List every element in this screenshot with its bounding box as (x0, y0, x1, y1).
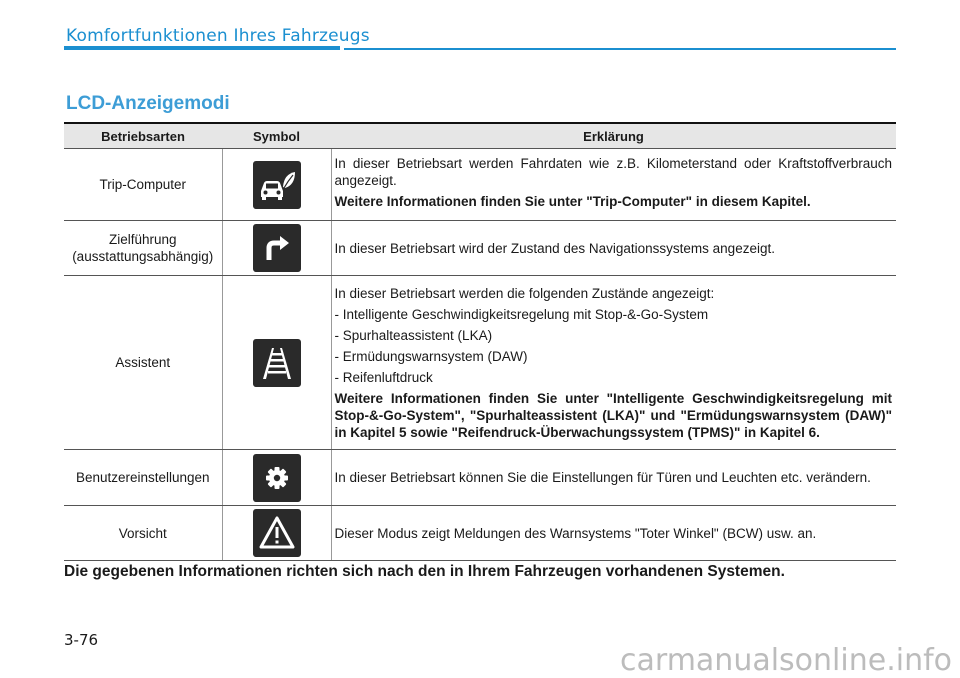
mode-name: Vorsicht (64, 506, 222, 561)
section-title: LCD-Anzeigemodi (66, 93, 230, 114)
list-item: - Spurhalteassistent (LKA) (334, 327, 493, 343)
chapter-rule-thick (64, 46, 340, 50)
explanation-text: In dieser Betriebsart wird der Zustand des Navigationssystems angezeigt. (334, 240, 775, 256)
symbol-cell (222, 149, 331, 221)
display-modes-table (64, 122, 896, 561)
footnote: Die gegebenen Informationen richten sich nach den in Ihrem Fahrzeugen vorhandenen Systemen. (64, 563, 785, 580)
page-number: 3-76 (64, 631, 99, 649)
chapter-title: Komfortfunktionen Ihres Fahrzeugs (66, 26, 370, 46)
list-item: - Reifenluftdruck (334, 369, 433, 385)
explanation-text: In dieser Betriebsart können Sie die Einstellungen für Türen und Leuchten etc. verändern. (334, 470, 871, 485)
table-row (64, 149, 896, 221)
table-row (64, 506, 896, 561)
table-row (64, 450, 896, 506)
symbol-cell (222, 506, 331, 561)
column-header-symbol: Symbol (222, 123, 331, 149)
mode-name (64, 221, 222, 276)
mode-name: Assistent (64, 276, 222, 450)
symbol-cell (222, 276, 331, 450)
chapter-rule-thin (344, 48, 896, 50)
table-row (64, 276, 896, 450)
column-header-mode: Betriebsarten (64, 123, 222, 149)
list-item: - Ermüdungswarnsystem (DAW) (334, 348, 528, 364)
mode-name-qualifier: (ausstattungsabhängig) (72, 249, 214, 264)
list-item: - Intelligente Geschwindigkeitsregelung mit Stop-&-Go-System (334, 306, 709, 322)
gear-icon (253, 454, 301, 502)
mode-name: Benutzereinstellungen (64, 450, 222, 506)
explanation-cell (331, 149, 896, 221)
turn-arrow-icon (253, 224, 301, 272)
warning-triangle-icon (253, 509, 301, 557)
explanation-cell (331, 276, 896, 450)
lane-assist-icon (253, 339, 301, 387)
symbol-cell (222, 450, 331, 506)
table-header-row (64, 123, 896, 149)
reference-note: Weitere Informationen finden Sie unter "Trip-Computer" in diesem Kapitel. (334, 194, 811, 209)
explanation-text: Dieser Modus zeigt Meldungen des Warnsystems "Toter Winkel" (BCW) usw. an. (334, 525, 817, 541)
explanation-text: In dieser Betriebsart werden Fahrdaten wie z.B. Kilometerstand oder Kraftstoffverbrauch angezeigt. (334, 156, 892, 188)
mode-name: Trip-Computer (64, 149, 222, 221)
trip-computer-icon (253, 161, 301, 209)
explanation-text: In dieser Betriebsart werden die folgenden Zustände angezeigt: (334, 285, 715, 301)
mode-name-line: Zielführung (108, 232, 177, 247)
explanation-cell (331, 221, 896, 276)
explanation-cell (331, 506, 896, 561)
explanation-cell (331, 450, 896, 506)
reference-note: Weitere Informationen finden Sie unter "Intelligente Geschwindigkeitsregelung mit Stop-&-Go-System", "Spurhalteassistent (LKA)" und "Ermüdungswarnsystem (DAW)" in Kapitel 5 sowie "Reifendruck-Überwachungssystem (TPMS)" in Kapitel 6. (334, 390, 892, 440)
watermark: carmanualsonline.info (620, 643, 952, 678)
table-row (64, 221, 896, 276)
symbol-cell (222, 221, 331, 276)
column-header-explanation: Erklärung (331, 123, 896, 149)
